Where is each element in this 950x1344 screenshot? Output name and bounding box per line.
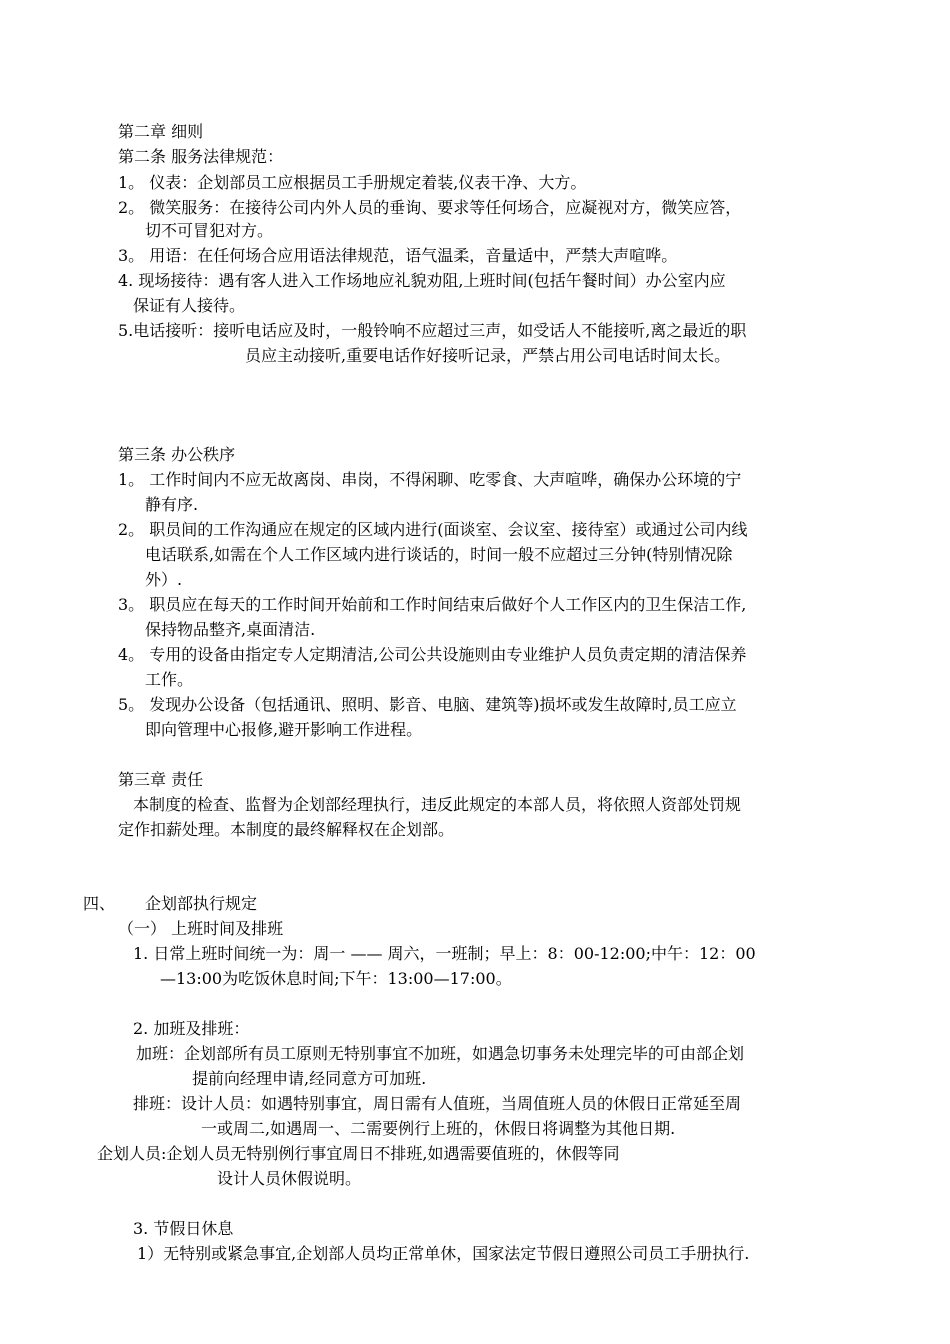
- list-item: 1。 仪表：企划部员工应根据员工手册规定着装,仪表干净、大方。: [118, 173, 587, 192]
- list-item-continuation: 保持物品整齐,桌面清洁.: [145, 620, 316, 639]
- paragraph-line: 排班：设计人员：如遇特别事宜，周日需有人值班，当周值班人员的休假日正常延至周: [133, 1094, 742, 1113]
- paragraph-line: 1. 日常上班时间统一为：周一 —— 周六，一班制；早上：8：00-12:00;中午：12：00: [133, 944, 756, 963]
- list-item: 5.电话接听：接听电话应及时，一般铃响不应超过三声，如受话人不能接听,离之最近的职: [118, 321, 747, 340]
- list-item: 4。 专用的设备由指定专人定期清洁,公司公共设施则由专业维护人员负责定期的清洁保养: [118, 645, 747, 664]
- list-item: 5。 发现办公设备（包括通讯、照明、影音、电脑、建筑等)损坏或发生故障时,员工应立: [118, 695, 737, 714]
- list-item: 2。 微笑服务：在接待公司内外人员的垂询、要求等任何场合，应凝视对方，微笑应答，: [118, 198, 742, 217]
- list-item: 1。 工作时间内不应无故离岗、串岗，不得闲聊、吃零食、大声喧哗，确保办公环境的宁: [118, 470, 742, 489]
- paragraph-title: 2. 加班及排班：: [133, 1019, 250, 1038]
- paragraph-line: 设计人员休假说明。: [217, 1169, 362, 1188]
- chapter-title: 第三章 责任: [118, 770, 204, 789]
- list-item-continuation: 外）.: [145, 570, 183, 589]
- list-item-continuation: 切不可冒犯对方。: [145, 221, 274, 240]
- paragraph-line: 加班：企划部所有员工原则无特别事宜不加班，如遇急切事务未处理完毕的可由部企划: [136, 1044, 745, 1063]
- list-item-continuation: 工作。: [145, 670, 194, 689]
- paragraph-line: 本制度的检查、监督为企划部经理执行，违反此规定的本部人员，将依照人资部处罚规: [133, 795, 742, 814]
- list-item: 4. 现场接待：遇有客人进入工作场地应礼貌劝阻,上班时间(包括午餐时间）办公室内应: [118, 271, 726, 290]
- section-title: 企划部执行规定: [145, 894, 258, 913]
- subsection-title: （一） 上班时间及排班: [118, 919, 284, 938]
- paragraph-line: 定作扣薪处理。本制度的最终解释权在企划部。: [118, 820, 455, 839]
- section-number: 四、: [83, 894, 116, 913]
- paragraph-line: 1）无特别或紧急事宜,企划部人员均正常单休，国家法定节假日遵照公司员工手册执行.: [137, 1244, 750, 1263]
- paragraph-line: 一或周二,如遇周一、二需要例行上班的，休假日将调整为其他日期.: [201, 1119, 676, 1138]
- list-item-continuation: 即向管理中心报修,避开影响工作进程。: [145, 720, 423, 739]
- list-item: 2。 职员间的工作沟通应在规定的区域内进行(面谈室、会议室、接待室）或通过公司内线: [118, 520, 748, 539]
- list-item: 3。 用语：在任何场合应用语法律规范，语气温柔，音量适中，严禁大声喧哗。: [118, 246, 678, 265]
- paragraph-title: 3. 节假日休息: [133, 1219, 234, 1238]
- list-item-continuation: 静有序.: [145, 495, 199, 514]
- list-item: 3。 职员应在每天的工作时间开始前和工作时间结束后做好个人工作区内的卫生保洁工作,: [118, 595, 747, 614]
- article-title: 第三条 办公秩序: [118, 445, 236, 464]
- paragraph-line: 提前向经理申请,经同意方可加班.: [192, 1069, 427, 1088]
- list-item-continuation: 电话联系,如需在个人工作区域内进行谈话的，时间一般不应超过三分钟(特别情况除: [145, 545, 733, 564]
- paragraph-line: 企划人员:企划人员无特别例行事宜周日不排班,如遇需要值班的，休假等同: [97, 1144, 620, 1163]
- list-item-continuation: 保证有人接待。: [133, 296, 246, 315]
- chapter-title: 第二章 细则: [118, 122, 204, 141]
- list-item-continuation: 员应主动接听,重要电话作好接听记录，严禁占用公司电话时间太长。: [245, 346, 731, 365]
- article-title: 第二条 服务法律规范：: [118, 147, 284, 166]
- paragraph-line: —13:00为吃饭休息时间;下午：13:00—17:00。: [160, 969, 512, 988]
